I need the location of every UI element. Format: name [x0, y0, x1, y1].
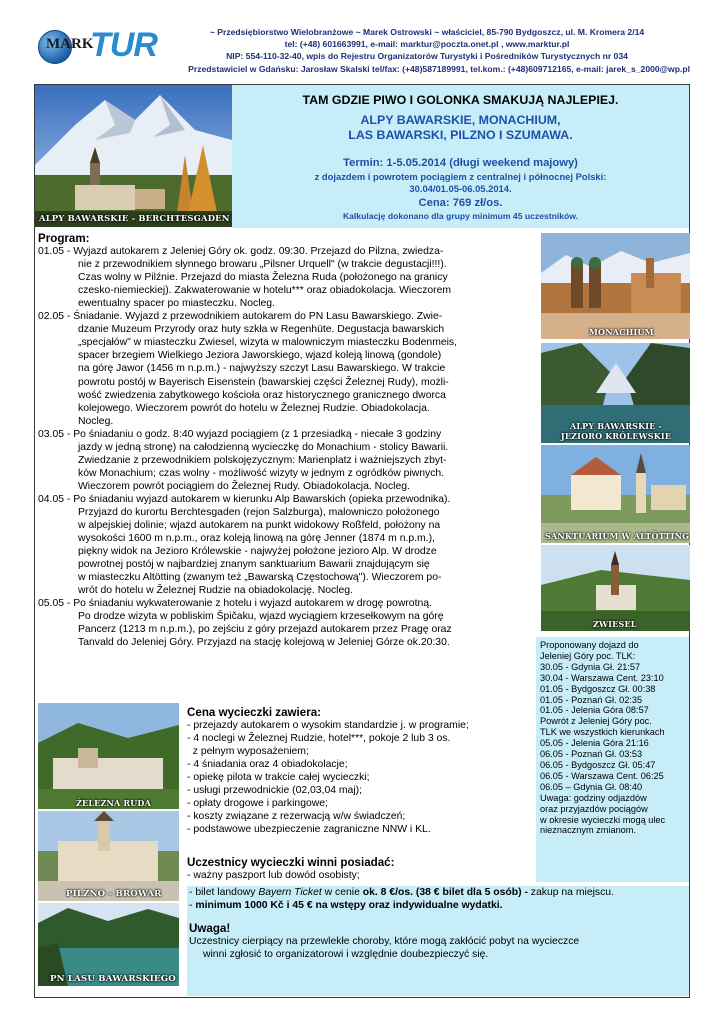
- train-info-line: 06.05 - Bydgoszcz Gł. 05:47: [540, 759, 656, 770]
- program-line: Wieczorem powrót pociągiem do Železnej Rudy. Obiadokolacja. Nocleg.: [78, 480, 410, 492]
- program-line: nie z przewodnikiem słynnego browaru „Pilsner Urquell" (w trakcie degustacji!!!).: [78, 259, 447, 271]
- photo-pilzno: [38, 811, 179, 901]
- program-line: Po drodze wizyta w pobliskim Špičaku, wjazd wyciągiem krzesełkowym na górę: [78, 611, 444, 623]
- train-info-line: 01.05 - Bydgoszcz Gł. 00:38: [540, 683, 656, 694]
- train-info-line: 30.04 - Warszawa Cent. 23:10: [540, 672, 664, 683]
- train-info-line: Proponowany dojazd do: [540, 640, 639, 650]
- program-line: Przyjazd do kurortu Berchtesgaden (rejon Salzburga), malowniczo położonego: [78, 506, 440, 518]
- program-day-01.05: [38, 245, 538, 310]
- program-line: 03.05 - Po śniadaniu o godz. 8:40 wyjazd pociągiem (z 1 przesiadką - niecałe 3 godziny: [38, 428, 442, 440]
- program-line: 05.05 - Po śniadaniu wykwaterowanie z hotelu i wyjazd autokarem w drogę powrotną.: [38, 598, 432, 610]
- offer-price: Cena: 769 zł/os.: [418, 197, 503, 209]
- offer-calc-note: Kalkulację dokonano dla grupy minimum 45 uczestników.: [342, 211, 579, 221]
- offer-term: Termin: 1-5.05.2014 (długi weekend majowy): [343, 157, 578, 169]
- program-day-04.05: [38, 493, 538, 597]
- photo-berchtesgaden: [35, 85, 232, 227]
- company-logo: [34, 26, 157, 68]
- includes-item: - koszty związane z rezerwacją w/w świadczeń;: [187, 811, 406, 823]
- caption-altotting: SANKTUARIUM W ALTÖTTING: [545, 531, 690, 541]
- ticket-pre: - bilet landowy: [189, 887, 259, 898]
- program-line: 04.05 - Po śniadaniu wyjazd autokarem w kierunku Alp Bawarskich (opieka przewodnika).: [38, 493, 451, 505]
- includes-item: - 4 noclegi w Železnej Rudzie, hotel***, pokoje 2 lub 3 os.: [187, 733, 451, 745]
- photo-zelezna-ruda: [38, 703, 179, 809]
- program-line: na górę Jawor (1456 m n.p.m.) - najwyższy szczyt Lasu Bawarskiego. W trakcie: [78, 363, 446, 375]
- includes-item: - przejazdy autokarem o wysokim standardzie j. w programie;: [187, 720, 469, 732]
- program-section: [38, 232, 538, 650]
- program-line: czesko-niemieckiej). Zakwaterowanie w hotelu*** oraz obiadokolacja. Wieczorem: [78, 285, 452, 297]
- program-line: wość zwiedzenia zabytkowego kościoła oraz historycznego granicznego dworca: [78, 389, 446, 401]
- page-header: [34, 24, 690, 84]
- requirement-money: [189, 899, 687, 912]
- program-heading: Program:: [38, 232, 90, 245]
- warning-line2: winni zgłosić to organizatorowi i względnie doubezpieczyć się.: [203, 949, 489, 961]
- program-line: w alpejskiej dolinie; wjazd autokarem na punkt widokowy Roßfeld, położony na: [78, 520, 441, 532]
- requirements-heading: Uczestnicy wycieczki winni posiadać:: [187, 856, 395, 869]
- caption-pilzno: PILZNO - BROWAR: [66, 889, 162, 899]
- train-info-line: 05.05 - Jelenia Góra 21:16: [540, 738, 649, 749]
- caption-jezioro: [551, 421, 681, 441]
- train-info-line: TLK we wszystkich kierunkach: [540, 727, 665, 738]
- caption-jezioro-line2: JEZIORO KRÓLEWSKIE: [560, 431, 672, 441]
- program-day-02.05: [38, 310, 538, 427]
- includes-item: - usługi przewodnickie (02,03,04 maj);: [187, 785, 362, 797]
- photo-pn-lasu: [38, 903, 179, 986]
- logo-mark-text: MARK: [46, 36, 94, 52]
- program-line: 02.05 - Śniadanie. Wyjazd z przewodnikiem autokarem do PN Lasu Bawarskiego. Zwie-: [38, 311, 443, 323]
- train-info-line: w okresie wycieczki mogą ulec: [540, 814, 666, 825]
- program-line: ków Monachium; czas wolny - możliwość wizyty w jednym z ogródków piwnych.: [78, 467, 445, 479]
- train-info-line: 30.05 - Gdynia Gł. 21:57: [540, 661, 641, 672]
- warning-line1: Uczestnicy cierpiący na przewlekłe choroby, które mogą zakłócić pobyt na wycieczce: [189, 936, 580, 948]
- caption-monachium: MONACHIUM: [589, 327, 654, 337]
- offer-destinations: [232, 113, 689, 143]
- destinations-line1: ALPY BAWARSKIE, MONACHIUM,: [360, 113, 561, 127]
- caption-jezioro-line1: ALPY BAWARSKIE -: [569, 421, 663, 431]
- program-line: Nocleg.: [78, 415, 114, 427]
- program-line: wysokości 1600 m n.p.m., oraz koleją linową na górę Jenner (1874 m n.p.m.),: [78, 533, 435, 545]
- includes-item: z pełnym wyposażeniem;: [187, 746, 309, 758]
- program-line: 01.05 - Wyjazd autokarem z Jeleniej Góry ok. godz. 09:30. Przejazd do Pilzna, zwiedza-: [38, 246, 444, 258]
- transport-line1: z dojazdem i powrotem pociągiem z centralnej i północnej Polski:: [314, 171, 607, 182]
- requirements-warning-box: [187, 886, 689, 996]
- photo-altotting: [541, 445, 690, 543]
- program-days: [38, 245, 538, 649]
- photo-jezioro-krolewskie: [541, 343, 690, 443]
- program-line: ewentualny spacer po miasteczku. Nocleg.: [78, 298, 275, 310]
- program-line: „specjałów" w miasteczku Zwiesel, wizyta w malowniczym miasteczku Bodenmeis,: [78, 337, 458, 349]
- ticket-name: Bayern Ticket: [258, 887, 322, 898]
- ticket-post: zakup na miejscu.: [527, 887, 614, 898]
- offer-banner: [232, 85, 689, 228]
- program-line: dzanie Muzeum Przyrody oraz huty szkła w Regenhüte. Degustacja bawarskich: [78, 324, 445, 336]
- offer-title: TAM GDZIE PIWO I GOLONKA SMAKUJĄ NAJLEPIEJ.: [302, 93, 619, 107]
- offer-transport: [232, 171, 689, 195]
- train-info-line: 01.05 - Jelenia Góra 08:57: [540, 705, 649, 716]
- requirement-id: - ważny paszport lub dowód osobisty;: [187, 870, 360, 882]
- photo-monachium: [541, 233, 690, 339]
- program-line: jazdy w jedną stronę) na całodzienną wycieczkę do Monachium - stolicy Bawarii.: [78, 441, 449, 453]
- program-line: Czas wolny w Pilźnie. Przejazd do miasta Železna Ruda (położonego na granicy: [78, 272, 448, 284]
- caption-berchtesgaden: ALPY BAWARSKIE - BERCHTESGADEN: [39, 213, 230, 223]
- ticket-mid: w cenie: [321, 887, 363, 898]
- train-info-line: 06.05 – Gdynia Gł. 08:40: [540, 781, 643, 792]
- money-pre: -: [189, 900, 196, 912]
- train-info-line: oraz przyjazdów pociągów: [540, 803, 648, 814]
- program-line: powrotu postój w Bayerisch Eisenstein (bawarskiej części Železnej Rudy), możli-: [78, 376, 449, 388]
- program-line: wrót do hotelu w Železnej Rudzie na obiadokolację. Nocleg.: [78, 585, 353, 597]
- company-info: [162, 26, 692, 62]
- price-includes-section: [187, 706, 532, 836]
- requirements-section: [187, 856, 532, 882]
- includes-item: - opłaty drogowe i parkingowe;: [187, 798, 328, 810]
- gdansk-representative: Przedstawiciel w Gdańsku: Jarosław Skalski tel/fax: (+48)587189991, tel.kom.: (+48)609712165, e-mail: jarek_s_2000@wp.pl: [188, 64, 690, 74]
- program-day-03.05: [38, 428, 538, 493]
- program-line: Tanvald do Jeleniej Góry. Przyjazd na stację kolejową w Jeleniej Górze ok.20:30.: [78, 637, 450, 649]
- transport-line2: 30.04/01.05-06.05.2014.: [409, 183, 512, 194]
- includes-item: - podstawowe ubezpieczenie zagraniczne NNW i KL.: [187, 824, 431, 836]
- program-line: piękny widok na Jezioro Królewskie - najwyżej położone jezioro Alp. W drodze: [78, 546, 437, 558]
- train-info-lines: [540, 640, 685, 836]
- money-amount: minimum 1000 Kč i 45 € na wstępy oraz indywidualne wydatki.: [195, 900, 503, 912]
- train-info-line: Uwaga: godziny odjazdów: [540, 792, 647, 803]
- caption-pn-lasu: PN LASU BAWARSKIEGO: [50, 974, 176, 984]
- train-info-line: 01.05 - Poznań Gł. 02:35: [540, 694, 643, 705]
- ticket-price: ok. 8 €/os. (38 € bilet dla 5 osób) -: [362, 887, 528, 898]
- caption-zwiesel: ZWIESEL: [593, 619, 637, 629]
- program-line: spacer brzegiem Wielkiego Jeziora Jaworskiego, wjazd koleją linową (gondole): [78, 350, 442, 362]
- program-line: w miasteczku Altötting (zwanym też „Bawarską Częstochową"). Wieczorem po-: [78, 572, 442, 584]
- requirement-ticket: [189, 886, 687, 899]
- train-info-line: 06.05 - Poznań Gł. 03:53: [540, 749, 643, 760]
- program-line: kolejowego. Wieczorem powrót do hotelu w Železnej Rudzie. Obiadokolacja.: [78, 402, 430, 414]
- includes-item: - 4 śniadania oraz 4 obiadokolacje;: [187, 759, 348, 771]
- caption-zelezna: ŻELEZNA RUDA: [76, 798, 151, 808]
- includes-heading: Cena wycieczki zawiera:: [187, 706, 322, 719]
- program-line: powrotnej postój w najbardziej znanym sanktuarium Bawarii znajdującym się: [78, 559, 430, 571]
- program-day-05.05: [38, 597, 538, 649]
- train-info-line: nieznacznym zmianom.: [540, 825, 636, 836]
- photo-zwiesel: [541, 545, 690, 631]
- destinations-line2: LAS BAWARSKI, PILZNO I SZUMAWA.: [348, 128, 573, 142]
- program-line: Zwiedzanie z przewodnikiem polskojęzycznym: Marienplatz i ważniejszych zbyt-: [78, 454, 447, 466]
- train-info-line: Jeleniej Góry poc. TLK:: [540, 650, 636, 661]
- company-registration: NIP: 554-110-32-40, wpis do Rejestru Organizatorów Turystyki i Pośredników Turystycznych nr 034: [226, 51, 628, 61]
- train-info-line: 06.05 - Warszawa Cent. 06:25: [540, 770, 664, 781]
- train-info-line: Powrót z Jeleniej Góry poc.: [540, 716, 652, 727]
- program-line: Pancerz (1213 m n.p.m.), po zejściu z góry przejazd autokarem przez Pragę oraz: [78, 624, 452, 636]
- includes-list: [187, 719, 532, 836]
- warning-heading: Uwaga!: [189, 922, 231, 936]
- includes-item: - opiekę pilota w trakcie całej wycieczki;: [187, 772, 370, 784]
- logo-tur-text: TUR: [90, 26, 157, 64]
- train-info-box: [536, 637, 689, 882]
- company-contact: tel: (+48) 601663991, e-mail: marktur@poczta.onet.pl , www.marktur.pl: [284, 39, 570, 49]
- company-address: ~ Przedsiębiorstwo Wielobranżowe ~ Marek Ostrowski ~ właściciel, 85-790 Bydgoszcz, ul. M. Kromera 2/14: [209, 27, 645, 37]
